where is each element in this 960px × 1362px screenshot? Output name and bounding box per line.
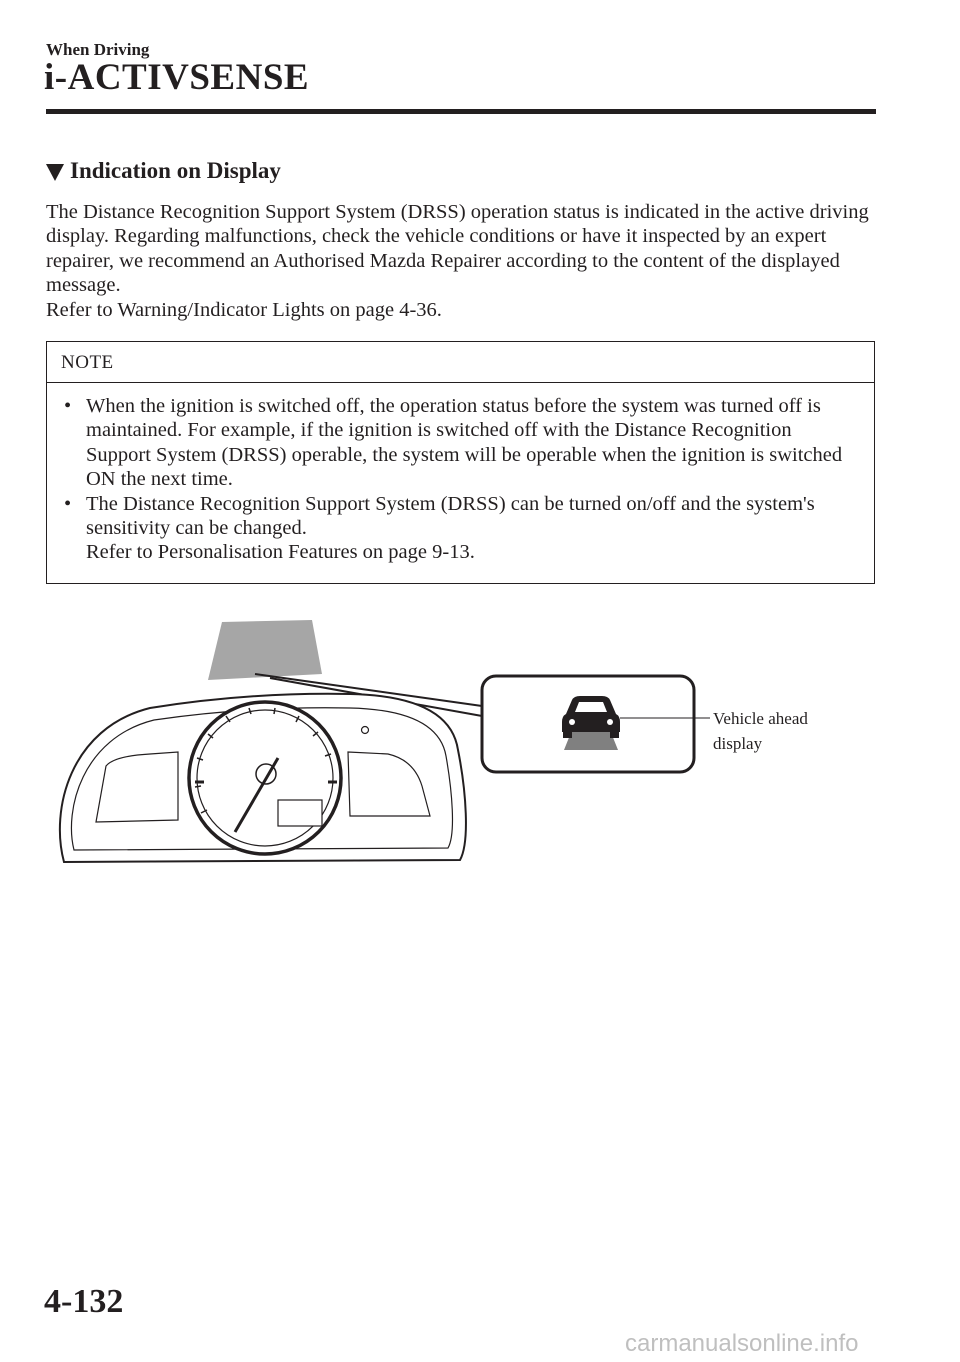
instrument-cluster-icon <box>60 694 466 862</box>
callout-label-line2: display <box>713 734 763 753</box>
chapter-title: When Driving <box>46 40 150 59</box>
note-list <box>57 394 857 565</box>
header-divider <box>46 109 876 114</box>
note-item <box>57 492 857 565</box>
body-reference: Refer to Warning/Indicator Lights on page 4-36. <box>46 298 442 321</box>
triangle-down-icon <box>46 164 64 181</box>
bullet-icon: • <box>64 395 72 417</box>
instrument-cluster-figure <box>50 610 850 880</box>
note-box <box>46 341 875 584</box>
sub-heading-text: Indication on Display <box>70 158 281 183</box>
note-item-text: When the ignition is switched off, the operation status before the system was turned off is maintained. For example, if the ignition is switched off with the Distance Recognition Support System (DRSS) operable, the system will be operable when the ignition is switched ON the next time. <box>86 395 843 491</box>
body-text <box>46 200 878 322</box>
watermark: carmanualsonline.info <box>625 1330 859 1357</box>
active-driving-display <box>208 620 322 680</box>
body-paragraph: The Distance Recognition Support System (DRSS) operation status is indicated in the active driving display. Regarding malfunctions, check the vehicle conditions or have it inspected by an expert repairer, we recommend an Authorised Mazda Repairer according to the content of the displayed message. <box>46 201 869 297</box>
note-label: NOTE <box>61 352 114 373</box>
sub-heading <box>46 158 281 184</box>
page-number: 4-132 <box>44 1283 124 1320</box>
callout-label-line1: Vehicle ahead <box>713 709 808 728</box>
note-divider <box>47 382 874 383</box>
note-item <box>57 394 857 492</box>
section-title: i-ACTIVSENSE <box>44 57 310 98</box>
bullet-icon: • <box>64 492 72 515</box>
note-item-text: The Distance Recognition Support System (DRSS) can be turned on/off and the system's sensitivity can be changed. Refer to Personalisation Features on page 9-13. <box>86 492 815 564</box>
vehicle-ahead-icon <box>562 696 620 750</box>
